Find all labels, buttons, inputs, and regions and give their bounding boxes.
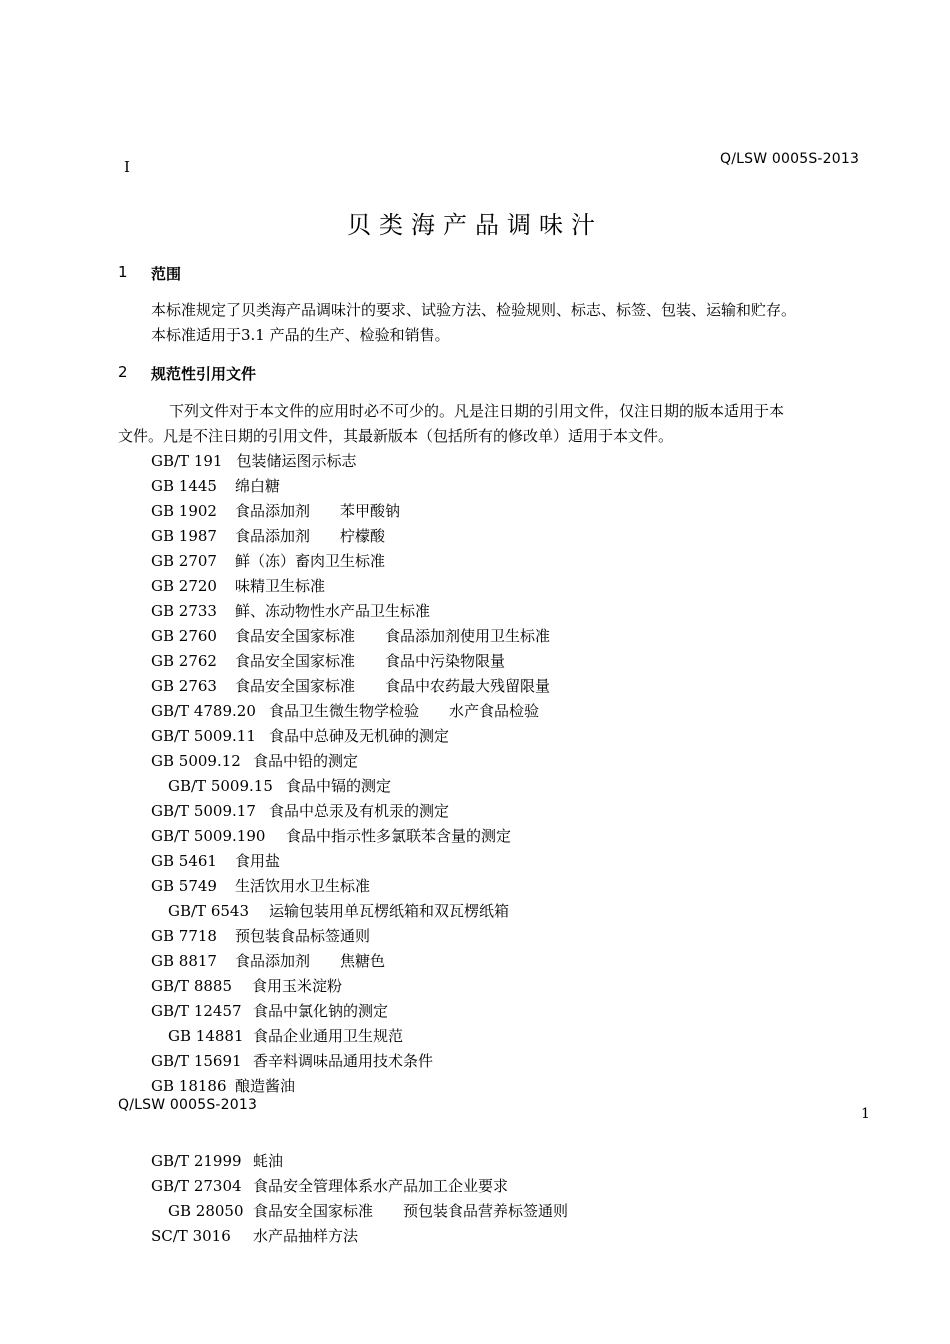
section-1-number: 1 (118, 263, 128, 281)
reference-name: 蚝油 (253, 1152, 284, 1170)
reference-code: GB/T 4789.20 (151, 702, 256, 720)
reference-item (168, 1025, 403, 1046)
reference-name: 食用盐 (235, 852, 281, 870)
section-2-number: 2 (118, 363, 128, 381)
document-code-header: Q/LSW 0005S-2013 (720, 151, 860, 167)
reference-item (151, 1225, 358, 1246)
reference-name: 食品添加剂 苯甲酸钠 (235, 502, 401, 520)
reference-name: 生活饮用水卫生标准 (235, 877, 371, 895)
reference-item (151, 1000, 388, 1021)
section-1-paragraph: 本标准适用于3.1 产品的生产、检验和销售。 (151, 326, 450, 344)
reference-name: 包装储运图示标志 (236, 452, 357, 470)
reference-item (151, 875, 370, 896)
reference-name: 食品卫生微生物学检验 水产食品检验 (269, 702, 540, 720)
reference-code: GB/T 5009.17 (151, 802, 256, 820)
reference-item (151, 450, 356, 471)
reference-item (151, 525, 385, 546)
reference-code: SC/T 3016 (151, 1227, 231, 1245)
reference-code: GB 2762 (151, 652, 217, 670)
reference-code: GB/T 15691 (151, 1052, 242, 1070)
reference-name: 香辛料调味品通用技术条件 (253, 1052, 434, 1070)
reference-name: 鲜、冻动物性水产品卫生标准 (235, 602, 431, 620)
reference-name: 食品安全国家标准 预包装食品营养标签通则 (253, 1202, 569, 1220)
reference-item (151, 500, 400, 521)
reference-code: GB 5009.12 (151, 752, 241, 770)
reference-name: 食品中镉的测定 (286, 777, 392, 795)
reference-code: GB 5461 (151, 852, 217, 870)
reference-code: GB 2760 (151, 627, 217, 645)
reference-name: 食品中总汞及有机汞的测定 (269, 802, 450, 820)
reference-name: 食品中指示性多氯联苯含量的测定 (286, 827, 512, 845)
reference-code: GB/T 21999 (151, 1152, 242, 1170)
reference-item (168, 775, 391, 796)
document-title: 贝类海产品调味汁 (347, 211, 603, 239)
section-2-intro-line: 下列文件对于本文件的应用时必不可少的。凡是注日期的引用文件，仅注日期的版本适用于本 (169, 402, 785, 420)
reference-item (168, 900, 509, 921)
reference-item (168, 1200, 568, 1221)
reference-name: 食品安全国家标准 食品中农药最大残留限量 (235, 677, 551, 695)
section-2-title: 规范性引用文件 (151, 365, 257, 383)
reference-name: 水产品抽样方法 (253, 1227, 359, 1245)
reference-name: 食品中氯化钠的测定 (253, 1002, 389, 1020)
section-1-paragraph: 本标准规定了贝类海产品调味汁的要求、试验方法、检验规则、标志、标签、包装、运输和贮存。 (151, 301, 797, 319)
reference-code: GB 28050 (168, 1202, 244, 1220)
reference-code: GB 1902 (151, 502, 217, 520)
reference-code: GB 2707 (151, 552, 217, 570)
reference-name: 绵白糖 (235, 477, 281, 495)
reference-code: GB 1445 (151, 477, 217, 495)
section-1-title: 范围 (151, 265, 182, 283)
reference-code: GB/T 5009.15 (168, 777, 273, 795)
section-2-intro-line: 文件。凡是不注日期的引用文件，其最新版本（包括所有的修改单）适用于本文件。 (118, 427, 674, 445)
reference-name: 食品安全国家标准 食品中污染物限量 (235, 652, 506, 670)
reference-item (151, 475, 280, 496)
reference-item (151, 925, 370, 946)
reference-item (151, 950, 385, 971)
reference-name: 食品安全管理体系水产品加工企业要求 (253, 1177, 509, 1195)
reference-item (151, 725, 449, 746)
reference-name: 食品中铅的测定 (253, 752, 359, 770)
reference-code: GB/T 5009.190 (151, 827, 266, 845)
reference-code: GB/T 12457 (151, 1002, 242, 1020)
reference-code: GB 14881 (168, 1027, 244, 1045)
reference-code: GB/T 8885 (151, 977, 233, 995)
reference-code: GB 2720 (151, 577, 217, 595)
reference-item (151, 1150, 283, 1171)
reference-code: GB 5749 (151, 877, 217, 895)
reference-item (151, 550, 385, 571)
reference-name: 食品中总砷及无机砷的测定 (269, 727, 450, 745)
reference-name: 食品安全国家标准 食品添加剂使用卫生标准 (235, 627, 551, 645)
document-code-footer: Q/LSW 0005S-2013 (118, 1097, 258, 1113)
page-roman-mark: I (124, 158, 130, 176)
reference-item (151, 850, 280, 871)
reference-item (151, 1050, 433, 1071)
reference-item (151, 750, 358, 771)
reference-code: GB/T 191 (151, 452, 223, 470)
reference-code: GB/T 27304 (151, 1177, 242, 1195)
reference-item (151, 1075, 295, 1096)
reference-name: 酿造酱油 (235, 1077, 296, 1095)
reference-item (151, 975, 342, 996)
reference-item (151, 575, 325, 596)
page-number: 1 (861, 1106, 870, 1122)
reference-name: 食品企业通用卫生规范 (253, 1027, 404, 1045)
reference-code: GB 2733 (151, 602, 217, 620)
reference-item (151, 700, 539, 721)
reference-code: GB/T 5009.11 (151, 727, 256, 745)
reference-name: 食用玉米淀粉 (252, 977, 343, 995)
reference-code: GB 7718 (151, 927, 217, 945)
reference-item (151, 650, 505, 671)
reference-name: 食品添加剂 焦糖色 (235, 952, 386, 970)
reference-item (151, 600, 430, 621)
reference-name: 预包装食品标签通则 (235, 927, 371, 945)
reference-code: GB/T 6543 (168, 902, 250, 920)
reference-name: 味精卫生标准 (235, 577, 326, 595)
reference-item (151, 625, 550, 646)
reference-item (151, 1175, 508, 1196)
reference-item (151, 675, 550, 696)
reference-name: 食品添加剂 柠檬酸 (235, 527, 386, 545)
reference-code: GB 8817 (151, 952, 217, 970)
reference-code: GB 2763 (151, 677, 217, 695)
reference-item (151, 800, 449, 821)
reference-code: GB 18186 (151, 1077, 227, 1095)
reference-item (151, 825, 511, 846)
reference-name: 运输包装用单瓦楞纸箱和双瓦楞纸箱 (269, 902, 510, 920)
reference-code: GB 1987 (151, 527, 217, 545)
reference-name: 鲜（冻）畜肉卫生标准 (235, 552, 386, 570)
